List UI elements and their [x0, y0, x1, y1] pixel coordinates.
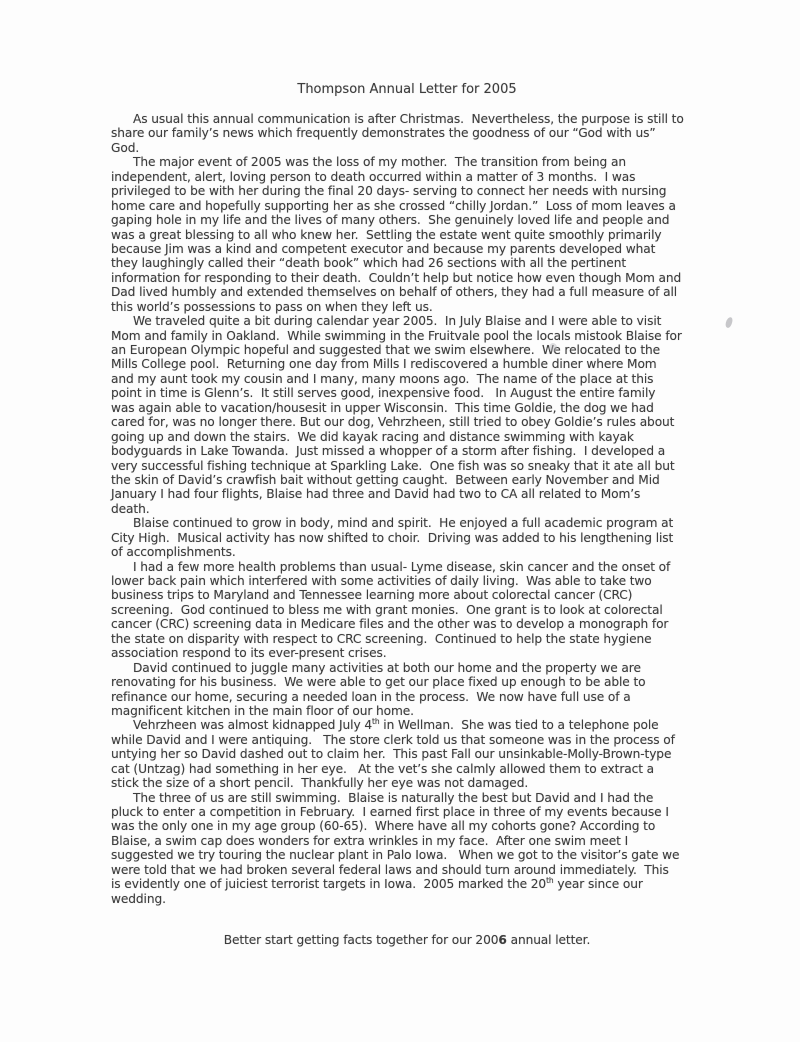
letter-line: January I had four flights, Blaise had three and David had two to CA all related to Mom’s	[111, 487, 641, 502]
letter-body	[111, 112, 711, 906]
letter-line: refinance our home, securing a needed loan in the process. We now have full use of a	[111, 689, 631, 704]
letter-line: business trips to Maryland and Tennessee learning more about colorectal cancer (CRC)	[111, 588, 633, 603]
letter-line: suggested we try touring the nuclear plant in Palo Iowa. When we got to the visitor’s gate we	[111, 848, 680, 863]
letter-line: was a great blessing to all who knew her. Settling the estate went quite smoothly primarily	[111, 227, 662, 242]
letter-line: while David and I were antiquing. The store clerk told us that someone was in the process of	[111, 732, 675, 747]
letter-line: We traveled quite a bit during calendar year 2005. In July Blaise and I were able to visit	[133, 314, 662, 329]
letter-line: untying her so David dashed out to claim her. This past Fall our unsinkable-Molly-Brown-type	[111, 747, 672, 762]
letter-line: were told that we had broken several federal laws and should turn around immediately. This	[111, 862, 669, 877]
letter-line: share our family’s news which frequently demonstrates the goodness of our “God with us”	[111, 126, 656, 141]
letter-line: gaping hole in my life and the lives of many others. She genuinely loved life and people and	[111, 213, 670, 228]
letter-line: death.	[111, 501, 150, 516]
letter-line: wedding.	[111, 891, 166, 906]
letter-line: The three of us are still swimming. Blaise is naturally the best but David and I had the	[133, 790, 654, 805]
letter-line: City High. Musical activity has now shifted to choir. Driving was added to his lengthening list	[111, 530, 674, 545]
letter-line: The major event of 2005 was the loss of my mother. The transition from being an	[133, 155, 626, 170]
letter-line: lower back pain which interfered with some activities of daily living. Was able to take two	[111, 574, 652, 588]
letter-line: was the only one in my age group (60-65). Where have all my cohorts gone? According to	[111, 819, 656, 834]
letter-line: the skin of David’s crawfish bait without getting caught. Between early November and Mid	[111, 472, 660, 487]
letter-line: going up and down the stairs. We did kayak racing and distance swimming with kayak	[111, 429, 634, 444]
letter-line: the state on disparity with respect to CRC screening. Continued to help the state hygiene	[111, 631, 652, 646]
scan-smudge-artifact	[725, 316, 733, 328]
letter-line: privileged to be with her during the final 20 days- serving to connect her needs with nursing	[111, 184, 667, 199]
letter-line: renovating for his business. We were able to get our place fixed up enough to be able to	[111, 675, 646, 690]
letter-line: God.	[111, 140, 140, 155]
letter-line: screening. God continued to bless me with grant monies. One grant is to look at colorectal	[111, 602, 663, 617]
letter-line: I had a few more health problems than usual- Lyme disease, skin cancer and the onset of	[133, 559, 671, 574]
scan-smudge-artifact	[549, 343, 557, 352]
letter-line: David continued to juggle many activities at both our home and the property we are	[133, 660, 641, 675]
letter-line: independent, alert, loving person to death occurred within a matter of 3 months. I was	[111, 169, 636, 184]
letter-line: information for responding to their death. Couldn’t help but notice how even though Mom and	[111, 270, 682, 285]
letter-line: point in time is Glenn’s. It still serves good, inexpensive food. In August the entire family	[111, 386, 656, 401]
letter-line: Vehrzheen was almost kidnapped July 4th in Wellman. She was tied to a telephone pole	[133, 717, 659, 733]
letter-line: Dad lived humbly and extended themselves on behalf of others, they had a full measure of all	[111, 285, 678, 300]
letter-line: cared for, was no longer there. But our dog, Vehrzheen, still tried to obey Goldie’s rules about	[111, 415, 675, 430]
letter-line: magnificent kitchen in the main floor of our home.	[111, 703, 414, 718]
letter-closing-line: Better start getting facts together for our 2006 annual letter.	[223, 933, 591, 947]
letter-line: association respond to its ever-present crises.	[111, 646, 387, 661]
letter-line: because Jim was a kind and competent executor and because my parents developed what	[111, 241, 656, 256]
letter-line: bodyguards in Lake Towanda. Just missed a whopper of a storm after fishing. I developed a	[111, 444, 666, 459]
letter-line: this world’s possessions to pass on when they left us.	[111, 299, 433, 314]
letter-line: and my aunt took my cousin and I many, many moons ago. The name of the place at this	[111, 371, 654, 386]
letter-line: an European Olympic hopeful and suggested that we swim elsewhere. We relocated to the	[111, 343, 661, 357]
letter-line: As usual this annual communication is after Christmas. Nevertheless, the purpose is still to	[133, 112, 684, 126]
letter-line: cancer (CRC) screening data in Medicare files and the other was to develop a monograph for	[111, 617, 669, 632]
letter-line: cat (Untzag) had something in her eye. At the vet’s she calmly allowed them to extract a	[111, 761, 655, 776]
letter-line: Blaise continued to grow in body, mind and spirit. He enjoyed a full academic program at	[133, 516, 674, 531]
letter-line: of accomplishments.	[111, 545, 236, 560]
letter-line: very successful fishing technique at Sparkling Lake. One fish was so sneaky that it ate all but	[111, 458, 675, 473]
letter-line: Mom and family in Oakland. While swimming in the Fruitvale pool the locals mistook Blaise for	[111, 328, 682, 343]
letter-line: they laughingly called their “death book” which had 26 sections with all the pertinent	[111, 256, 626, 271]
letter-line: Blaise, a swim cap does wonders for extra wrinkles in my face. After one swim meet I	[111, 833, 629, 848]
letter-line: home care and hopefully supporting her as she crossed “chilly Jordan.” Loss of mom leaves a	[111, 198, 676, 213]
letter-line: is evidently one of juiciest terrorist targets in Iowa. 2005 marked the 20th year since our	[111, 876, 643, 892]
letter-line: stick the size of a short pencil. Thankfully her eye was not damaged.	[111, 776, 529, 791]
letter-line: pluck to enter a competition in February. I earned first place in three of my events because I	[111, 805, 669, 819]
letter-line: Mills College pool. Returning one day from Mills I rediscovered a humble diner where Mom	[111, 357, 657, 372]
letter-line: was again able to vacation/housesit in upper Wisconsin. This time Goldie, the dog we had	[111, 400, 654, 415]
letter-title: Thompson Annual Letter for 2005	[297, 82, 517, 97]
